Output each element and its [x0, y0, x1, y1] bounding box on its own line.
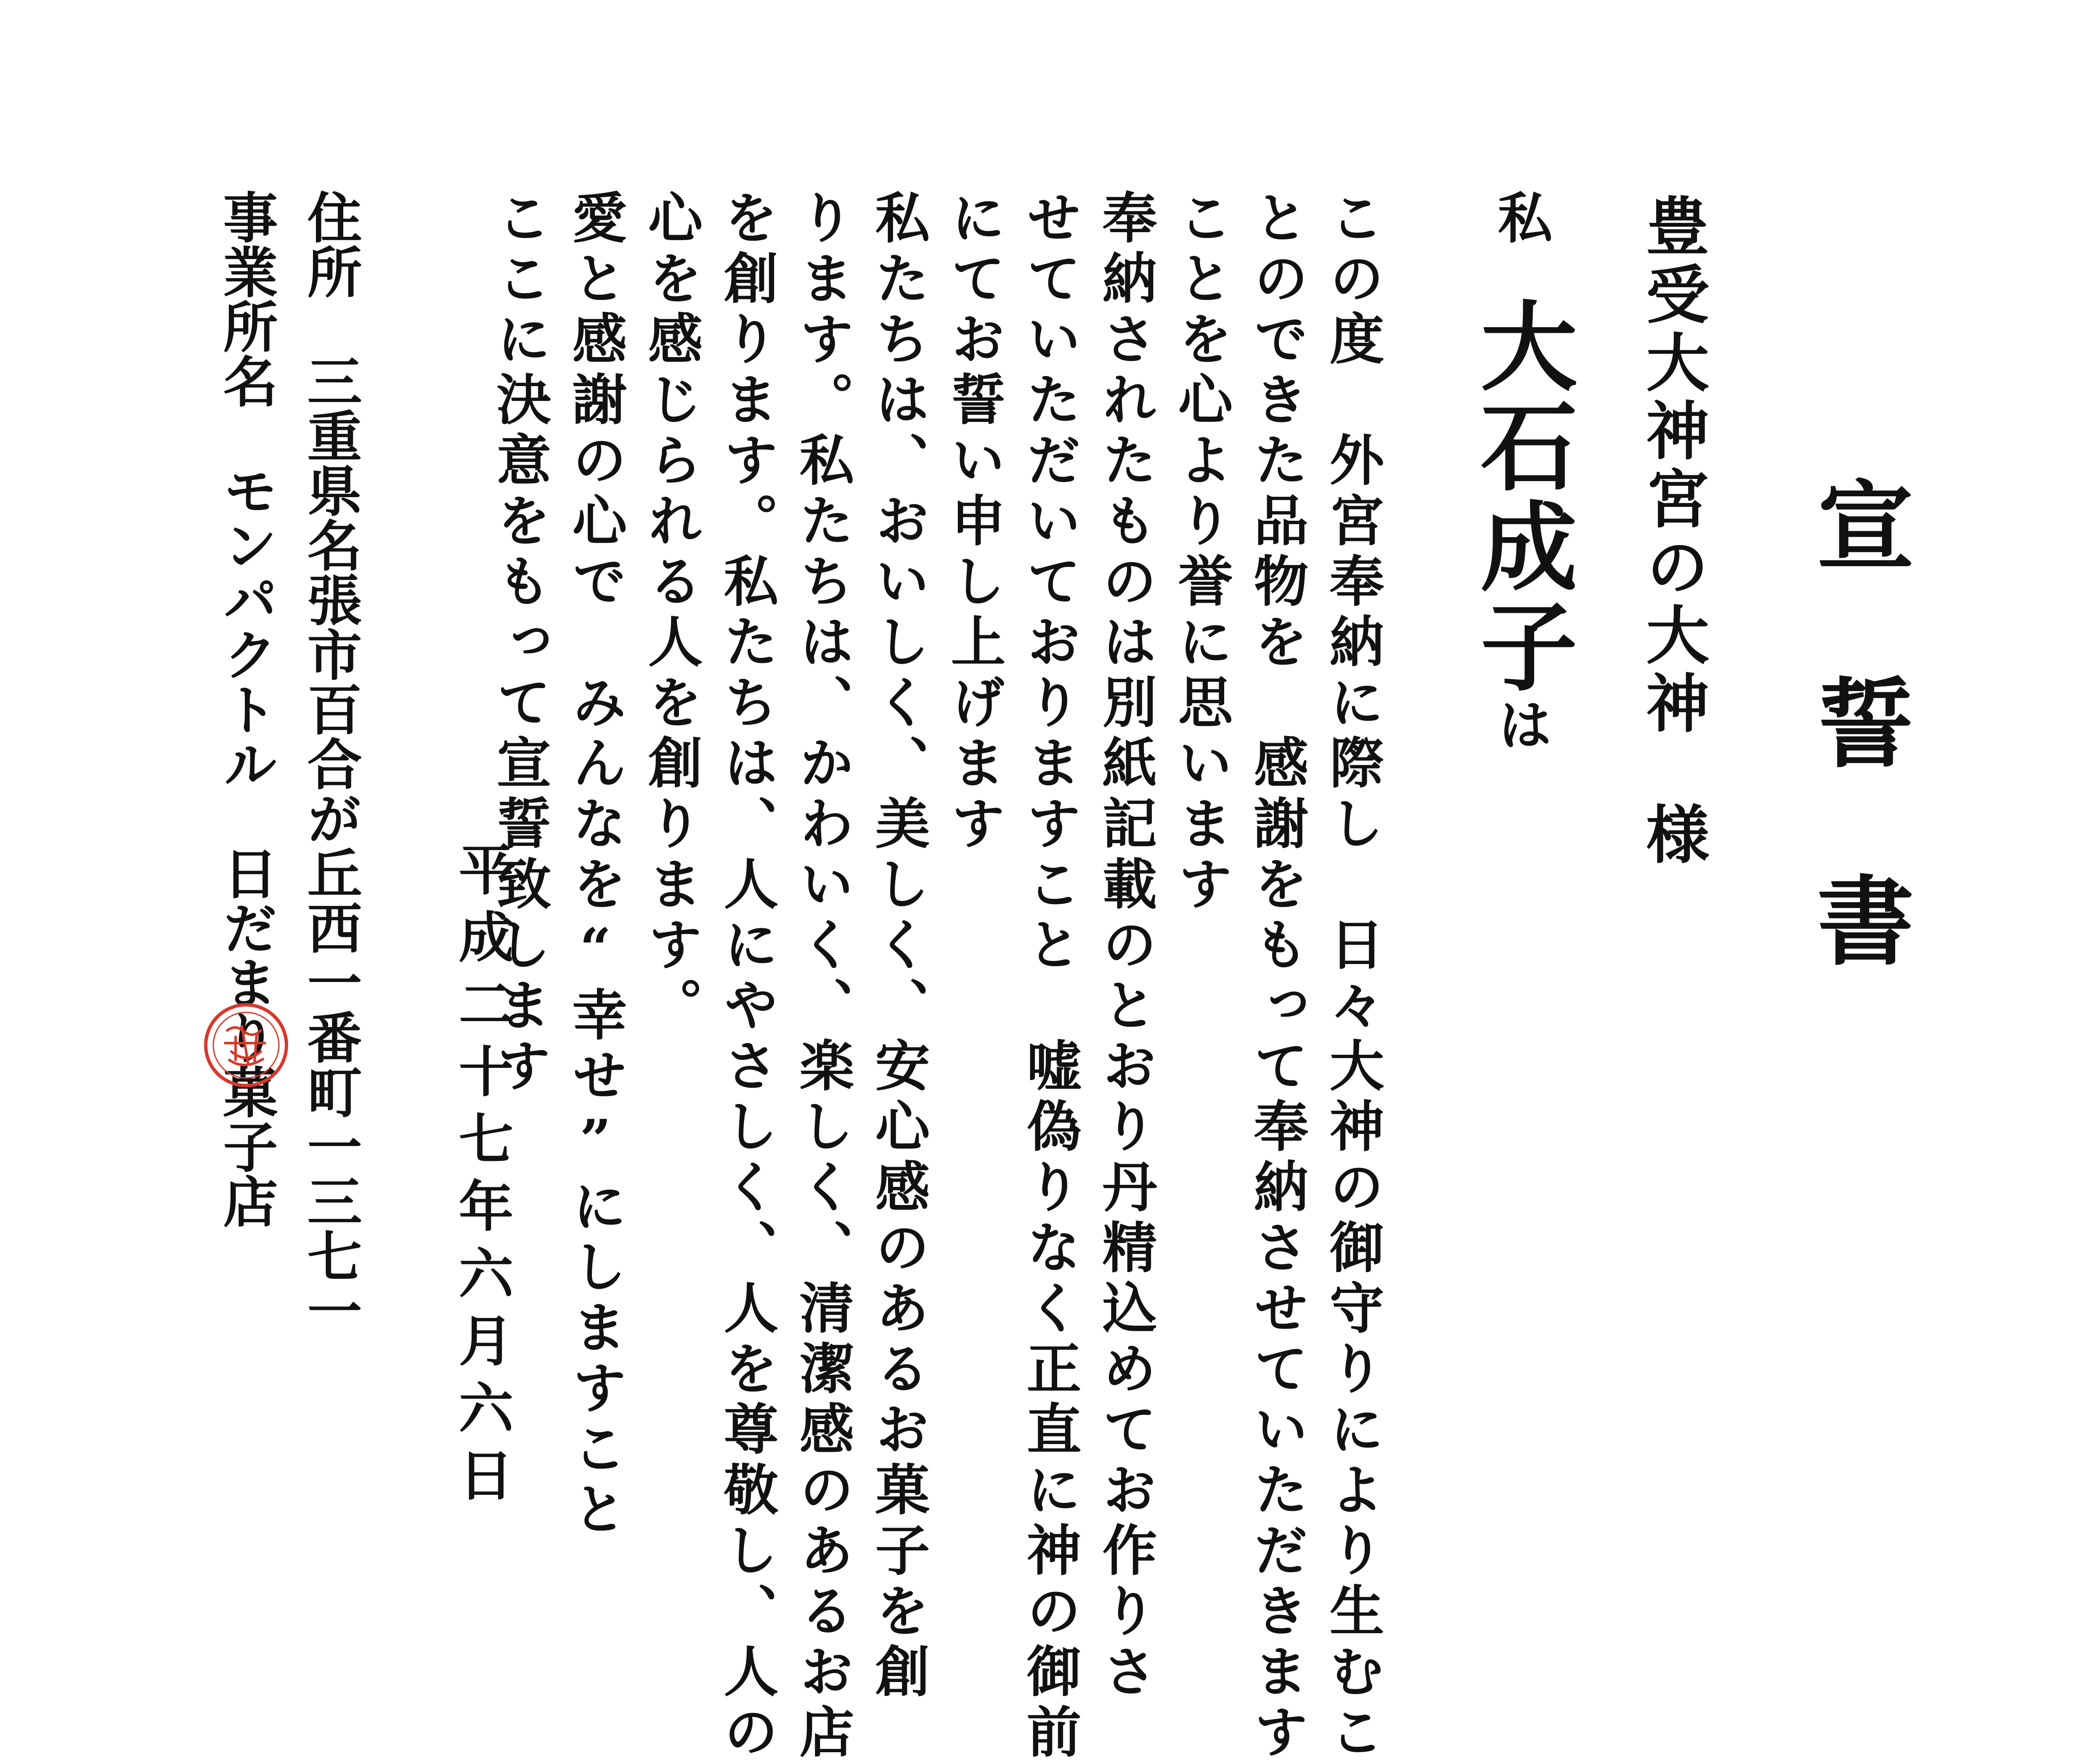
pledger-name: 大石成子 [1464, 296, 1578, 697]
pledger-line [1464, 189, 1578, 757]
body-line-2: とのできた品物を 感謝をもって奉納させていただきます [1245, 189, 1309, 1764]
business-label: 事業所名 [214, 189, 278, 408]
body-line-4: 奉納されたものは別紙記載のとおり丹精込めてお作りさ [1093, 189, 1158, 1703]
body-line-5: せていただいておりますこと 嘘偽りなく正直に神の御前 [1018, 189, 1082, 1764]
pledger-suffix: は [1489, 697, 1553, 757]
document-date: 平成二十七年六月六日 [450, 841, 514, 1514]
body-line-7: 私たちは、おいしく、美しく、安心感のあるお菓子を創 [866, 189, 931, 1703]
pledger-prefix: 私 [1489, 189, 1553, 250]
document-title: 宣誓書 [1801, 475, 1914, 1068]
body-line-8: ります。私たちは、かわいく、楽しく、清潔感のあるお店 [790, 189, 855, 1764]
seal-stamp [202, 1001, 290, 1089]
body-line-11: 愛と感謝の心で みんなを“幸せ”にしますこと [563, 189, 628, 1541]
body-line-3: ことを心より誉に思います [1169, 189, 1233, 916]
business-value: モンパクトル 日だまり菓子店 [214, 463, 278, 1228]
body-line-9: を創ります。私たちは、人にやさしく、人を尊敬し、人の [715, 189, 779, 1764]
body-line-12: ここに決意をもって宣誓致します [488, 189, 552, 1098]
body-line-6: にてお誓い申し上げます [942, 189, 1006, 856]
addressee-honorific: 様 [1635, 802, 1709, 870]
addressee-name: 豊受大神宮の大神 [1635, 193, 1709, 739]
body-line-1: この度 外宮奉納に際し 日々大神の御守りにより生むこ [1321, 189, 1385, 1764]
body-line-10: 心を感じられる人を創ります。 [639, 189, 703, 1037]
address-value: 三重県名張市百合が丘西一番町一三七一 [298, 353, 363, 1338]
address-label: 住所 [298, 189, 363, 299]
addressee [1635, 193, 1709, 870]
address-line [298, 189, 363, 1338]
